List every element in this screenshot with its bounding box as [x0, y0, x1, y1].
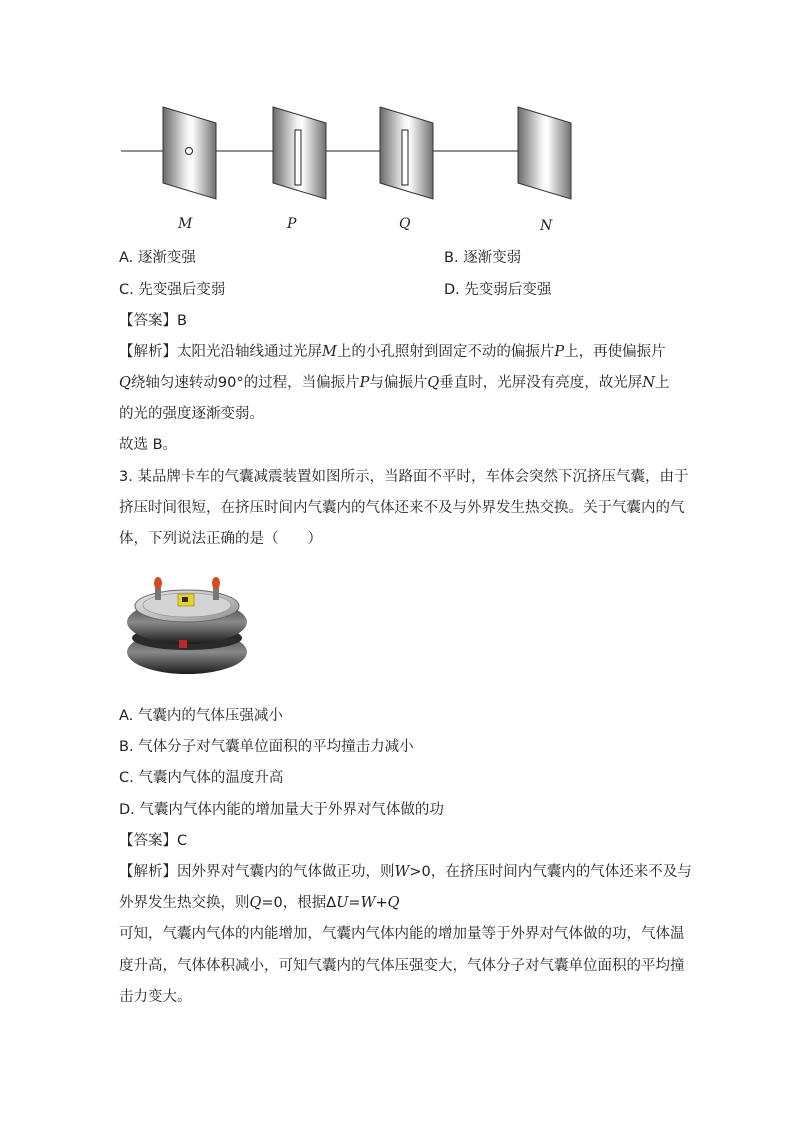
label-p: P: [287, 216, 297, 232]
airbag-image: [125, 574, 255, 679]
polarizer-p-slit: [295, 130, 301, 185]
q2-analysis-line-3: 的光的强度逐渐变弱。: [119, 406, 264, 422]
q3-option-a: A. 气囊内的气体压强减小: [119, 708, 283, 724]
q2-option-a: A. 逐渐变强: [119, 250, 196, 266]
polarizer-q-slit: [402, 130, 408, 185]
q3-analysis-line-2: 外界发生热交换，则Q=0，根据ΔU=W+Q: [119, 895, 400, 911]
q3-answer: 【答案】C: [119, 833, 188, 849]
q2-conclusion: 故选 B。: [119, 437, 178, 453]
screen-m-hole: [186, 148, 193, 155]
q3-stem-line-1: 3. 某品牌卡车的气囊减震装置如图所示，当路面不平时，车体会突然下沉挤压气囊，由于: [119, 469, 689, 485]
label-m: M: [178, 216, 193, 232]
q2-answer: 【答案】B: [119, 313, 187, 329]
q3-stem-line-3: 体，下列说法正确的是（ ）: [119, 531, 322, 547]
q3-analysis-line-5: 击力变大。: [119, 989, 192, 1005]
label-q: Q: [399, 216, 411, 232]
q3-analysis-line-4: 度升高，气体体积减小，可知气囊内的气体压强变大，气体分子对气囊单位面积的平均撞: [119, 958, 685, 974]
q3-option-b: B. 气体分子对气囊单位面积的平均撞击力减小: [119, 739, 414, 755]
q2-option-d: D. 先变弱后变强: [444, 282, 552, 298]
label-n: N: [540, 218, 553, 234]
q3-analysis-line-1: 【解析】因外界对气囊内的气体做正功，则W>0，在挤压时间内气囊内的气体还来不及与: [119, 864, 692, 880]
airbag-figure: [125, 574, 255, 679]
q3-stem-line-2: 挤压时间很短，在挤压时间内气囊内的气体还来不及与外界发生热交换。关于气囊内的气: [119, 500, 685, 516]
q3-option-d: D. 气囊内气体内能的增加量大于外界对气体做的功: [119, 802, 444, 818]
screen-n-plate: [518, 107, 571, 199]
q2-option-b: B. 逐渐变弱: [444, 250, 522, 266]
q3-analysis-line-3: 可知，气囊内气体的内能增加，气囊内气体内能的增加量等于外界对气体做的功，气体温: [119, 926, 685, 942]
q3-option-c: C. 气囊内气体的温度升高: [119, 770, 284, 786]
q2-analysis-line-2: Q绕轴匀速转动90°的过程，当偏振片P与偏振片Q垂直时，光屏没有亮度，故光屏N上: [119, 375, 670, 391]
q2-option-c: C. 先变强后变弱: [119, 282, 226, 298]
q2-analysis-line-1: 【解析】太阳光沿轴线通过光屏M上的小孔照射到固定不动的偏振片P上，再使偏振片: [119, 344, 666, 360]
